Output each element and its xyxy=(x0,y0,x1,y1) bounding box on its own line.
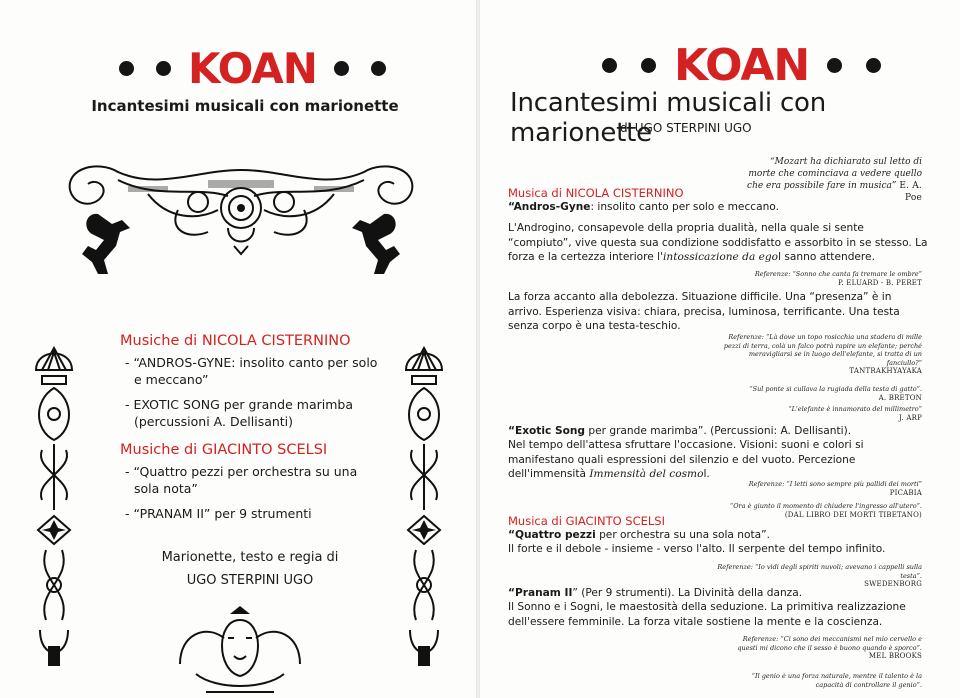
left-brand-logo xyxy=(108,44,397,93)
section-heading xyxy=(508,514,665,528)
work-title-line xyxy=(508,200,928,215)
dot-icon xyxy=(602,58,617,73)
program-item: - “ANDROS-GYNE: insolito canto per solo e meccano” xyxy=(125,355,378,387)
paragraph-text: L'Androgino, consapevole della propria dualità, nella quale si sente “compiuto”, vive questa sua condizione soddisfatto e assorbito in se stesso. La forza e la certezza interiore l' xyxy=(508,222,928,263)
reference-author: P. ELUARD - B. PERET xyxy=(837,278,922,287)
left-column-ornament-icon xyxy=(32,340,76,680)
dot-icon xyxy=(641,58,656,73)
paragraph: La forza accanto alla debolezza. Situazione difficile. Una “presenza” è in arrivo. Esperienza visiva: chiara, precisa, luminosa, terrificante. Una testa senza corpo è una testa-teschio. xyxy=(508,291,900,332)
work-title: “Pranam II xyxy=(508,587,573,599)
work-title: “Quattro pezzi xyxy=(508,529,596,541)
paragraph-emphasis: intossicazione da ego xyxy=(663,251,779,263)
paragraph-text: l sanno attendere. xyxy=(778,251,875,263)
reference-text: “L'elefante è innamorato del millimetro” xyxy=(788,405,922,413)
composer-name: GIACINTO SCELSI xyxy=(565,514,665,528)
reference-quote xyxy=(722,385,922,402)
reference-author: TANTRAKHYAYAKA xyxy=(849,367,922,375)
composer-name: GIACINTO SCELSI xyxy=(201,442,328,458)
work-title-line xyxy=(508,424,928,439)
reference-text: “Il genio è una forza naturale, mentre il talento è la capacità di controllare il genio”. xyxy=(751,672,922,689)
right-title: Incantesimi musicali con marionette xyxy=(510,88,827,148)
reference-quote xyxy=(722,672,922,689)
dot-icon xyxy=(119,61,134,76)
left-subtitle: Incantesimi musicali con marionette xyxy=(91,97,399,115)
work-desc: per orchestra su una sola nota”. xyxy=(595,529,770,541)
program-item: - “Quattro pezzi per orchestra su una sola nota” xyxy=(125,464,358,496)
reference-text: Referenze: “Io vidi degli spiriti nuvoli; avevano i cappelli sulla testa”. xyxy=(717,563,922,580)
quote-author: E. A. Poe xyxy=(899,181,922,203)
section-heading xyxy=(508,186,684,200)
reference-text: Referenze: “Là dove un topo rosicchia una stadera di mille pezzi di terra, colà un falco potrà rapire un elefante; perché meravigliarsi se in luogo dell'elefante, si tratta di un fanciullo?” xyxy=(723,333,922,367)
reference-text: Referenze: “Ci sono dei meccanismi nel mio cervello e questi mi dicono che il sesso è buono quando è sporco”. xyxy=(737,635,922,652)
reference-text: “Ora è giunto il momento di chiudere l'ingresso all'utero”. xyxy=(729,502,922,510)
work-desc: per grande marimba”. (Percussioni: A. Dellisanti). xyxy=(585,425,852,437)
reference-text: Referenze: “I letti sono sempre più pallidi dei morti” xyxy=(748,480,922,488)
baroque-ornament-icon xyxy=(58,150,424,282)
right-column-ornament-icon xyxy=(402,340,446,680)
reference-quote xyxy=(692,502,922,519)
reference-text: Referenze: “Sonno che canta fa tremare le ombre” xyxy=(754,270,922,278)
section-heading xyxy=(120,442,380,459)
paragraph: Il Sonno e i Sogni, le maestosità della seduzione. La primitiva realizzazione dell'essere femminile. La forza vitale sostiene la mente e la coscienza. xyxy=(508,601,906,628)
dot-icon xyxy=(827,58,842,73)
dot-icon xyxy=(371,61,386,76)
work-title-line xyxy=(508,528,928,543)
left-program-section-1 xyxy=(120,333,380,438)
epigraph-quote xyxy=(742,156,922,204)
work-desc: : insolito canto per solo e meccano. xyxy=(590,201,779,213)
heading-prefix: Musiche di xyxy=(120,333,202,349)
credits xyxy=(120,546,380,592)
work-title: “Exotic Song xyxy=(508,425,586,437)
program-item: - “PRANAM II” per 9 strumenti xyxy=(125,506,312,521)
heading-prefix: Musica di xyxy=(508,186,566,200)
reference-quote xyxy=(722,635,922,661)
work-title-line xyxy=(508,586,928,601)
paragraph xyxy=(508,221,928,265)
paragraph-text: l. xyxy=(703,468,710,480)
reference-quote xyxy=(722,333,922,376)
reference-text: “Sul ponte si cullava la rugiada della testa di gatto”. xyxy=(749,385,922,393)
mask-ornament-icon xyxy=(176,604,304,698)
byline: di UGO STERPINI UGO xyxy=(620,121,752,135)
reference-author: MEL BROOKS xyxy=(868,652,922,660)
composer-name: NICOLA CISTERNINO xyxy=(565,186,684,200)
program-item: - EXOTIC SONG per grande marimba (percussioni A. Dellisanti) xyxy=(125,397,354,429)
reference-author: J. ARP xyxy=(899,413,922,422)
credits-author: UGO STERPINI UGO xyxy=(186,573,314,588)
brand-name: KOAN xyxy=(674,40,810,91)
reference-quote xyxy=(702,563,922,589)
left-program-section-2 xyxy=(120,442,380,530)
credits-line: Marionette, testo e regia di xyxy=(161,550,339,565)
right-brand-logo xyxy=(590,40,893,91)
work-desc: ” (Per 9 strumenti). La Divinità della danza. xyxy=(572,587,803,599)
composer-name: NICOLA CISTERNINO xyxy=(201,333,351,349)
reference-author: PICABIA xyxy=(889,488,922,497)
dot-icon xyxy=(866,58,881,73)
quote-text: “Mozart ha dichiarato sul letto di morte che cominciava a vedere quello che era possibile fare in musica” xyxy=(747,157,922,191)
paragraph-text: Nel tempo dell'attesa sfruttare l'occasione. Visioni: suoni e colori si manifestano quali espressioni del silenzio e del vuoto. Percezione dell'immensità xyxy=(508,439,864,480)
work-title: “Andros-Gyne xyxy=(508,201,591,213)
brand-name: KOAN xyxy=(188,44,317,93)
dot-icon xyxy=(156,61,171,76)
reference-quote xyxy=(722,405,922,422)
section-heading xyxy=(120,333,380,350)
paragraph: Il forte e il debole - insieme - verso l'alto. Il serpente del tempo infinito. xyxy=(508,543,886,555)
reference-author: A. BRETON xyxy=(878,393,922,402)
paragraph xyxy=(508,438,928,482)
reference-quote xyxy=(682,270,922,287)
reference-author: (DAL LIBRO DEI MORTI TIBETANO) xyxy=(784,510,922,519)
paragraph-emphasis: Immensità del cosmo xyxy=(589,468,704,480)
heading-prefix: Musica di xyxy=(508,514,566,528)
dot-icon xyxy=(334,61,349,76)
heading-prefix: Musiche di xyxy=(120,442,202,458)
reference-author: SWEDENBORG xyxy=(864,580,922,588)
reference-quote xyxy=(692,480,922,497)
